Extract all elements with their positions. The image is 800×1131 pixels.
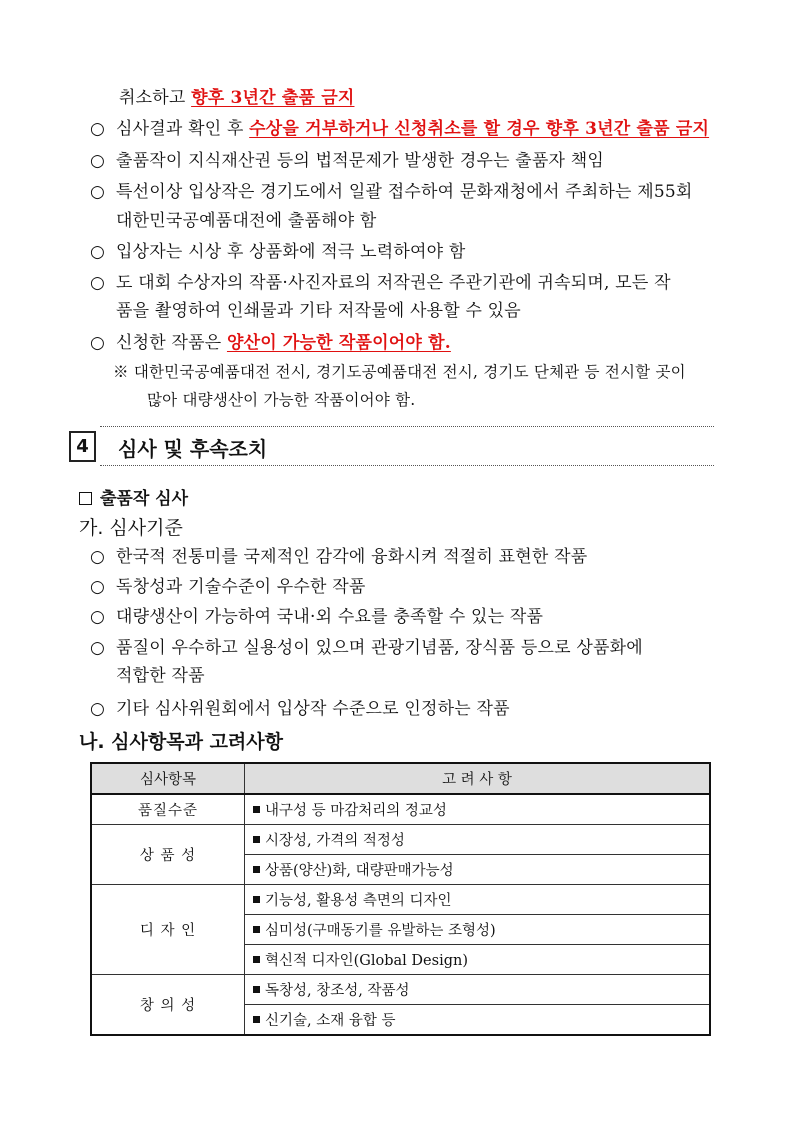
bullet-circle: ○: [90, 638, 106, 658]
table-row: [91, 794, 710, 825]
item-cell: 혁신적 디자인(Global Design): [245, 945, 711, 975]
col-header-considerations: 고 려 사 항: [245, 763, 711, 794]
section-number: 4: [69, 431, 96, 462]
table-row: [91, 825, 710, 855]
square-bullet-icon: [253, 956, 260, 963]
bullet-circle: ○: [90, 273, 106, 293]
square-bullet-icon: [253, 1016, 260, 1023]
square-bullet-icon: [253, 836, 260, 843]
bullet-circle: ○: [90, 119, 106, 139]
item-cell: 상품(양산)화, 대량판매가능성: [245, 855, 711, 885]
criteria-item: ○ 품질이 우수하고 실용성이 있으며 관광기념품, 장식품 등으로 상품화에: [90, 638, 643, 658]
intro-bullet-4: ○ 입상자는 시상 후 상품화에 적극 노력하여야 함: [90, 242, 466, 262]
intro-bullet-2: ○ 출품작이 지식재산권 등의 법적문제가 발생한 경우는 출품자 책임: [90, 151, 605, 171]
red-emphasis: 양산이 가능한 작품이어야 함.: [226, 333, 451, 353]
square-bullet-icon: [253, 926, 260, 933]
item-cell: 신기술, 소재 융합 등: [245, 1005, 711, 1036]
bullet-circle: ○: [90, 151, 106, 171]
red-emphasis: 향후 3년간 출품 금지: [191, 88, 355, 108]
bullet-circle: ○: [90, 699, 106, 719]
intro-bullet-1: ○ 심사결과 확인 후 수상을 거부하거나 신청취소를 할 경우 향후 3년간 출품 금지: [90, 119, 710, 139]
subsection-heading: 출품작 심사: [79, 484, 188, 509]
criteria-item: ○ 독창성과 기술수준이 우수한 작품: [90, 577, 366, 597]
item-cell: 내구성 등 마감처리의 정교성: [245, 794, 711, 825]
section-title: 심사 및 후속조치: [118, 437, 268, 461]
item-cell: 심미성(구매동기를 유발하는 조형성): [245, 915, 711, 945]
bullet-circle: ○: [90, 577, 106, 597]
criteria-item: ○ 기타 심사위원회에서 입상작 수준으로 인정하는 작품: [90, 699, 510, 719]
square-icon: [79, 492, 92, 505]
table-heading: 나. 심사항목과 고려사항: [79, 731, 283, 753]
square-bullet-icon: [253, 986, 260, 993]
intro-bullet-3-cont: 대한민국공예품대전에 출품해야 함: [116, 211, 377, 231]
bullet-circle: ○: [90, 182, 106, 202]
item-cell: 기능성, 활용성 측면의 디자인: [245, 885, 711, 915]
category-cell: 창 의 성: [91, 975, 245, 1036]
intro-bullet-3: ○ 특선이상 입상작은 경기도에서 일괄 접수하여 문화재청에서 주최하는 제55회: [90, 182, 693, 202]
note-line-2: 많아 대량생산이 가능한 작품이어야 함.: [147, 391, 416, 409]
criteria-item: ○ 한국적 전통미를 국제적인 감각에 융화시켜 적절히 표현한 작품: [90, 547, 588, 567]
table-row: [91, 885, 710, 915]
intro-line-0: 취소하고 향후 3년간 출품 금지: [119, 88, 355, 108]
criteria-heading: 가. 심사기준: [79, 517, 183, 539]
intro-bullet-5-cont: 품을 촬영하여 인쇄물과 기타 저작물에 사용할 수 있음: [116, 301, 521, 321]
intro-bullet-5: ○ 도 대회 수상자의 작품·사진자료의 저작권은 주관기관에 귀속되며, 모든 작: [90, 273, 671, 293]
category-cell: 품질수준: [91, 794, 245, 825]
square-bullet-icon: [253, 866, 260, 873]
category-cell: 디 자 인: [91, 885, 245, 975]
criteria-item: ○ 대량생산이 가능하여 국내·외 수요를 충족할 수 있는 작품: [90, 607, 544, 627]
divider-top: [100, 426, 714, 427]
bullet-circle: ○: [90, 333, 106, 353]
col-header-category: 심사항목: [91, 763, 245, 794]
criteria-item-cont: 적합한 작품: [116, 666, 205, 686]
table-row: [91, 975, 710, 1005]
bullet-circle: ○: [90, 242, 106, 262]
bullet-circle: ○: [90, 607, 106, 627]
criteria-table: [90, 762, 711, 1036]
note-line-1: ※ 대한민국공예품대전 전시, 경기도공예품대전 전시, 경기도 단체관 등 전시할 곳이: [113, 363, 686, 381]
square-bullet-icon: [253, 806, 260, 813]
divider-bottom: [100, 465, 714, 466]
category-cell: 상 품 성: [91, 825, 245, 885]
intro-bullet-6: ○ 신청한 작품은 양산이 가능한 작품이어야 함.: [90, 333, 451, 353]
item-cell: 독창성, 창조성, 작품성: [245, 975, 711, 1005]
red-emphasis: 수상을 거부하거나 신청취소를 할 경우 향후 3년간 출품 금지: [249, 119, 710, 139]
bullet-circle: ○: [90, 547, 106, 567]
table-header-row: [91, 763, 710, 794]
item-cell: 시장성, 가격의 적정성: [245, 825, 711, 855]
square-bullet-icon: [253, 896, 260, 903]
